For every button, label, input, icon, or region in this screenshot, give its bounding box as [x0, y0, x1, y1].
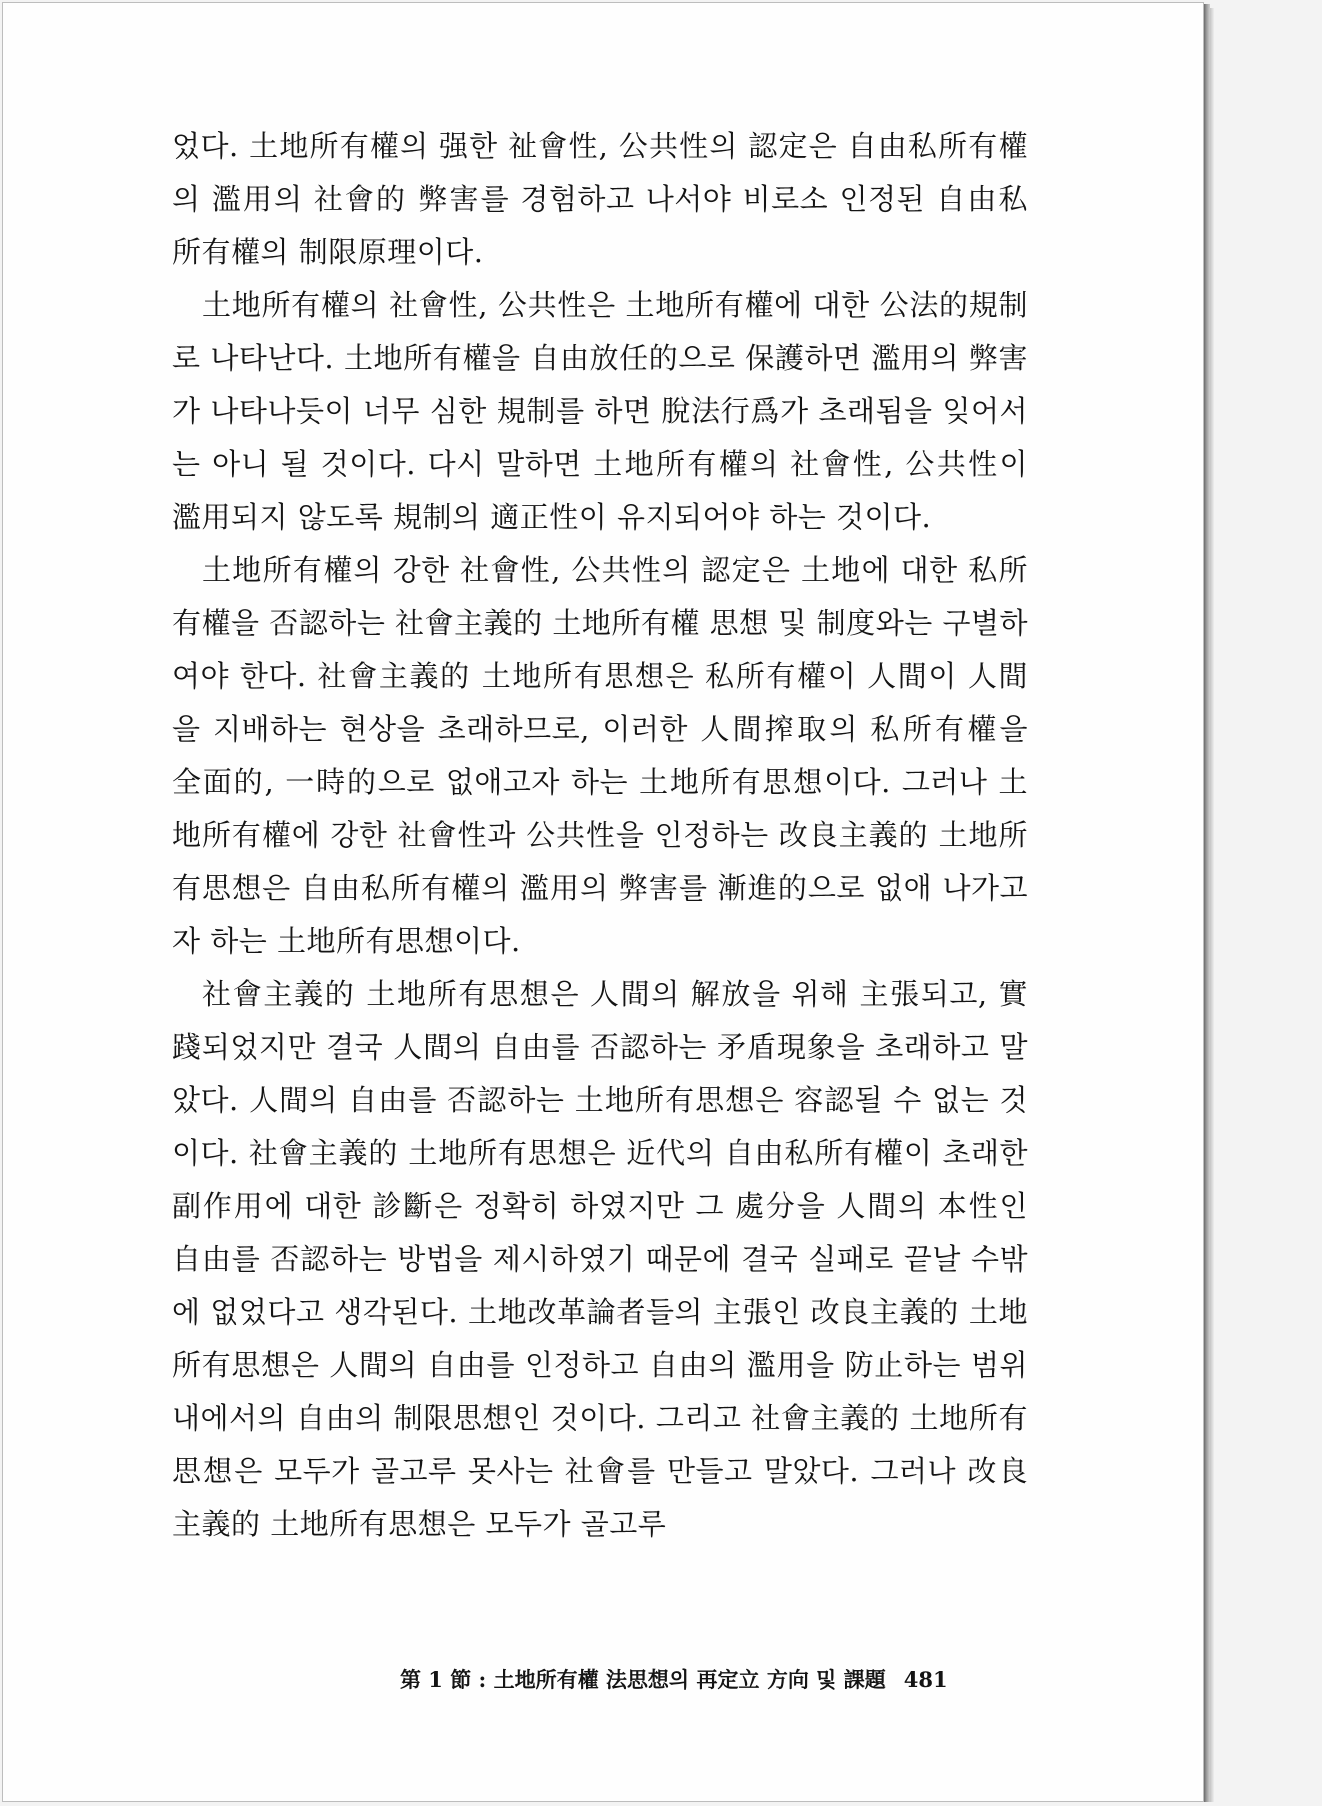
paragraph-3: 土地所有權의 강한 社會性, 公共性의 認定은 土地에 대한 私所有權을 否認하는 社會主義的 土地所有權 思想 및 制度와는 구별하여야 한다. 社會主義的 土地所有思想은 私所有權이 人間이 人間을 지배하는 현상을 초래하므로, 이러한 人間搾取의 私所有權을 全面的, 一時的으로 없애고자 하는 土地所有思想이다. 그러나 土地所有權에 강한 社會性과 公共性을 인정하는 改良主義的 土地所有思想은 自由私所有權의 濫用의 弊害를 漸進的으로 없애 나가고자 하는 土地所有思想이다.: [172, 553, 1028, 958]
running-title: 第 1 節 : 土地所有權 法思想의 再定立 方向 및 課題: [400, 1667, 886, 1692]
page-body-text: [172, 120, 1028, 1551]
page-shadow: [1210, 8, 1214, 1802]
page-footer: [400, 1664, 1012, 1694]
paragraph-4: 社會主義的 土地所有思想은 人間의 解放을 위해 主張되고, 實踐되었지만 결국 人間의 自由를 否認하는 矛盾現象을 초래하고 말았다. 人間의 自由를 否認하는 土地所有思想은 容認될 수 없는 것이다. 社會主義的 土地所有思想은 近代의 自由私所有權이 초래한 副作用에 대한 診斷은 정확히 하였지만 그 處分을 人間의 本性인 自由를 否認하는 방법을 제시하였기 때문에 결국 실패로 끝날 수밖에 없었다고 생각된다. 土地改革論者들의 主張인 改良主義的 土地所有思想은 人間의 自由를 인정하고 自由의 濫用을 防止하는 범위 내에서의 自由의 制限思想인 것이다. 그리고 社會主義的 土地所有思想은 모두가 골고루 못사는 社會를 만들고 말았다. 그러나 改良主義的 土地所有思想은 모두가 골고루: [172, 977, 1028, 1541]
paragraph-2: 土地所有權의 社會性, 公共性은 土地所有權에 대한 公法的規制로 나타난다. 土地所有權을 自由放任的으로 保護하면 濫用의 弊害가 나타나듯이 너무 심한 規制를 하면 脫法行爲가 초래됨을 잊어서는 아니 될 것이다. 다시 말하면 土地所有權의 社會性, 公共性이 濫用되지 않도록 規制의 適正性이 유지되어야 하는 것이다.: [172, 288, 1028, 534]
page-number: 481: [903, 1667, 948, 1692]
paragraph-1: 었다. 土地所有權의 强한 祉會性, 公共性의 認定은 自由私所有權의 濫用의 社會的 弊害를 경험하고 나서야 비로소 인정된 自由私所有權의 制限原理이다.: [172, 129, 1028, 269]
